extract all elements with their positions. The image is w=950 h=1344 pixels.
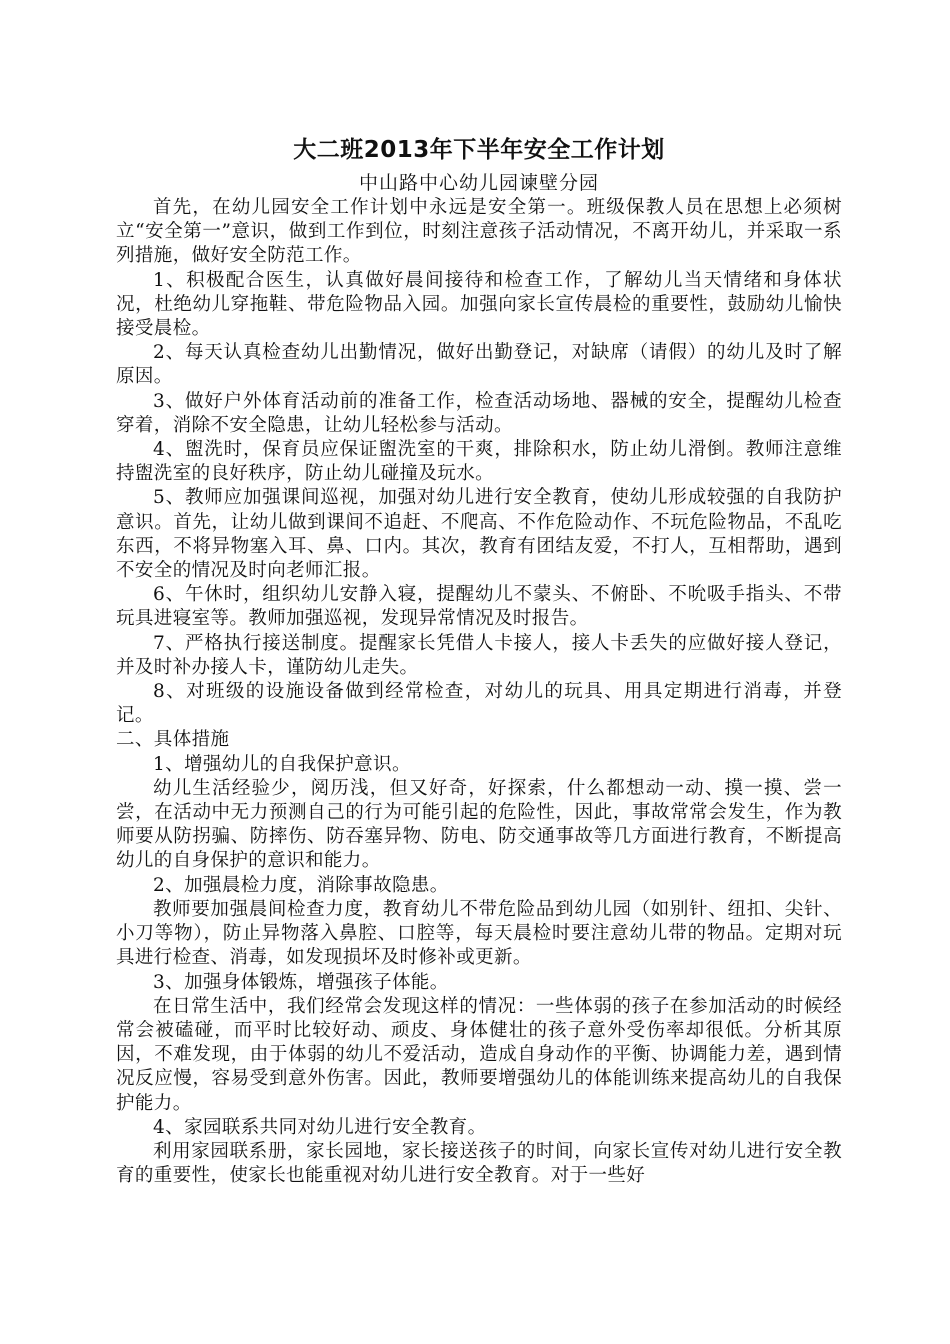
- list-item: 7、严格执行接送制度。提醒家长凭借人卡接人，接人卡丢失的应做好接人登记，并及时补办接人卡，谨防幼儿走失。: [116, 632, 842, 678]
- list-item: 4、盥洗时，保育员应保证盥洗室的干爽，排除积水，防止幼儿滑倒。教师注意维持盥洗室的良好秩序，防止幼儿碰撞及玩水。: [116, 439, 842, 485]
- intro-paragraph: 首先，在幼儿园安全工作计划中永远是安全第一。班级保教人员在思想上必须树立“安全第一”意识，做到工作到位，时刻注意孩子活动情况，不离开幼儿，并采取一系列措施，做好安全防范工作。: [116, 197, 842, 267]
- measure-body: 在日常生活中，我们经常会发现这样的情况：一些体弱的孩子在参加活动的时候经常会被磕碰，而平时比较好动、顽皮、身体健壮的孩子意外受伤率却很低。分析其原因，不难发现，由于体弱的幼儿不爱活动，造成自身动作的平衡、协调能力差，遇到情况反应慢，容易受到意外伤害。因此，教师要增强幼儿的体能训练来提高幼儿的自我保护能力。: [116, 995, 842, 1114]
- list-item: 8、对班级的设施设备做到经常检查，对幼儿的玩具、用具定期进行消毒，并登记。: [116, 681, 842, 727]
- document-title: 大二班2013年下半年安全工作计划: [293, 137, 665, 163]
- measure-title: 1、增强幼儿的自我保护意识。: [153, 753, 411, 775]
- list-item: 1、积极配合医生，认真做好晨间接待和检查工作，了解幼儿当天情绪和身体状况，杜绝幼儿穿拖鞋、带危险物品入园。加强向家长宣传晨检的重要性，鼓励幼儿愉快接受晨检。: [116, 269, 842, 340]
- document-page: [116, 130, 842, 1188]
- list-item: 5、教师应加强课间巡视，加强对幼儿进行安全教育，使幼儿形成较强的自我防护意识。首先，让幼儿做到课间不追赶、不爬高、不作危险动作、不玩危险物品，不乱吃东西，不将异物塞入耳、鼻、口内。其次，教育有团结友爱，不打人，互相帮助，遇到不安全的情况及时向老师汇报。: [116, 487, 842, 582]
- measure-title: 4、家园联系共同对幼儿进行安全教育。: [153, 1116, 487, 1138]
- section-heading: 二、具体措施: [116, 729, 230, 751]
- list-item: 6、午休时，组织幼儿安静入寝，提醒幼儿不蒙头、不俯卧、不吮吸手指头、不带玩具进寝室等。教师加强巡视，发现异常情况及时报告。: [116, 584, 842, 630]
- list-item: 3、做好户外体育活动前的准备工作，检查活动场地、器械的安全，提醒幼儿检查穿着，消除不安全隐患，让幼儿轻松参与活动。: [116, 390, 842, 436]
- measure-body: 教师要加强晨间检查力度，教育幼儿不带危险品到幼儿园（如别针、纽扣、尖针、小刀等物），防止异物落入鼻腔、口腔等，每天晨检时要注意幼儿带的物品。定期对玩具进行检查、消毒，如发现损坏及时修补或更新。: [116, 898, 842, 969]
- measure-body: 利用家园联系册，家长园地，家长接送孩子的时间，向家长宣传对幼儿进行安全教育的重要性，使家长也能重视对幼儿进行安全教育。对于一些好: [116, 1140, 842, 1187]
- measure-title: 3、加强身体锻炼，增强孩子体能。: [153, 971, 449, 993]
- list-item: 2、每天认真检查幼儿出勤情况，做好出勤登记，对缺席（请假）的幼儿及时了解原因。: [116, 342, 842, 388]
- measure-body: 幼儿生活经验少，阅历浅，但又好奇，好探索，什么都想动一动、摸一摸、尝一尝，在活动中无力预测自己的行为可能引起的危险性，因此，事故常常会发生，作为教师要从防拐骗、防摔伤、防吞塞异物、防电、防交通事故等几方面进行教育，不断提高幼儿的自身保护的意识和能力。: [116, 777, 842, 872]
- document-subtitle: 中山路中心幼儿园谏壁分园: [358, 172, 599, 194]
- measure-title: 2、加强晨检力度，消除事故隐患。: [153, 874, 449, 896]
